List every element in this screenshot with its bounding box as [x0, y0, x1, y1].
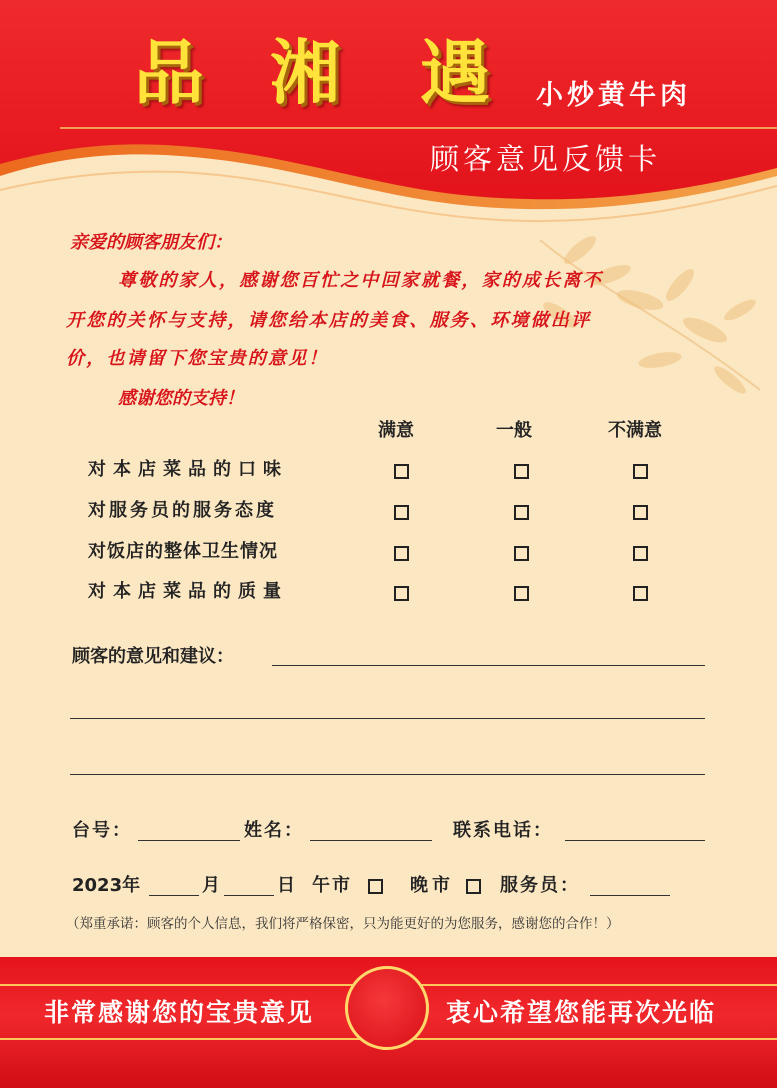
checkbox-hygiene-satisfied[interactable]: [394, 546, 409, 561]
footer-right-text: 衷心希望您能再次光临: [446, 998, 717, 1027]
checkbox-service-satisfied[interactable]: [394, 505, 409, 520]
comments-line-2[interactable]: [70, 718, 705, 719]
footer-left-text: 非常感谢您的宝贵意见: [44, 998, 315, 1027]
rating-row-quality: 对本店菜品的质量: [88, 581, 288, 602]
waiter-label: 服务员：: [500, 875, 580, 896]
checkbox-service-unsatisfied[interactable]: [633, 505, 648, 520]
checkbox-hygiene-average[interactable]: [514, 546, 529, 561]
lunch-checkbox[interactable]: [368, 879, 383, 894]
thanks-line: 感谢您的支持！: [118, 388, 244, 409]
name-field[interactable]: [310, 840, 432, 841]
rating-row-hygiene: 对饭店的整体卫生情况: [88, 541, 278, 562]
rating-header-average: 一般: [496, 420, 532, 441]
lunch-label: 午市: [312, 875, 352, 896]
intro-line-2: 开您的关怀与支持，请您给本店的美食、服务、环境做出评: [66, 310, 592, 331]
subtitle: 小炒黄牛肉: [536, 80, 691, 111]
rating-row-service: 对服务员的服务态度: [88, 500, 277, 521]
brand-char-2: 湘: [270, 31, 340, 114]
checkbox-quality-satisfied[interactable]: [394, 586, 409, 601]
dinner-checkbox[interactable]: [466, 879, 481, 894]
rating-row-taste: 对本店菜品的口味: [88, 459, 288, 480]
checkbox-taste-unsatisfied[interactable]: [633, 464, 648, 479]
rating-header-unsatisfied: 不满意: [608, 420, 662, 441]
intro-line-1: 尊敬的家人，感谢您百忙之中回家就餐，家的成长离不: [118, 270, 603, 291]
checkbox-taste-average[interactable]: [514, 464, 529, 479]
name-label: 姓名：: [244, 820, 304, 841]
comments-line-1[interactable]: [272, 665, 705, 666]
waiter-field[interactable]: [590, 895, 670, 896]
checkbox-taste-satisfied[interactable]: [394, 464, 409, 479]
month-field[interactable]: [149, 895, 199, 896]
footer-circle-emblem: [345, 966, 429, 1050]
phone-field[interactable]: [565, 840, 705, 841]
checkbox-hygiene-unsatisfied[interactable]: [633, 546, 648, 561]
year-label: 2023年: [72, 875, 141, 896]
phone-label: 联系电话：: [453, 820, 553, 841]
brand-char-3: 遇: [420, 31, 490, 114]
comments-line-3[interactable]: [70, 774, 705, 775]
day-field[interactable]: [224, 895, 274, 896]
card-title: 顾客意见反馈卡: [430, 142, 662, 176]
greeting: 亲爱的顾客朋友们：: [70, 232, 232, 253]
brand-char-1: 品: [134, 31, 204, 114]
comments-label: 顾客的意见和建议：: [72, 646, 234, 667]
dinner-label: 晚市: [410, 875, 454, 896]
checkbox-quality-average[interactable]: [514, 586, 529, 601]
checkbox-quality-unsatisfied[interactable]: [633, 586, 648, 601]
header-background: [0, 0, 777, 230]
intro-line-3: 价，也请留下您宝贵的意见！: [66, 348, 329, 369]
privacy-promise: （郑重承诺：顾客的个人信息，我们将严格保密，只为能更好的为您服务，感谢您的合作！）: [66, 916, 620, 932]
rating-header-satisfied: 满意: [378, 420, 414, 441]
month-label: 月: [202, 875, 220, 896]
checkbox-service-average[interactable]: [514, 505, 529, 520]
table-number-field[interactable]: [138, 840, 240, 841]
day-label: 日: [277, 875, 295, 896]
table-number-label: 台号：: [72, 820, 132, 841]
